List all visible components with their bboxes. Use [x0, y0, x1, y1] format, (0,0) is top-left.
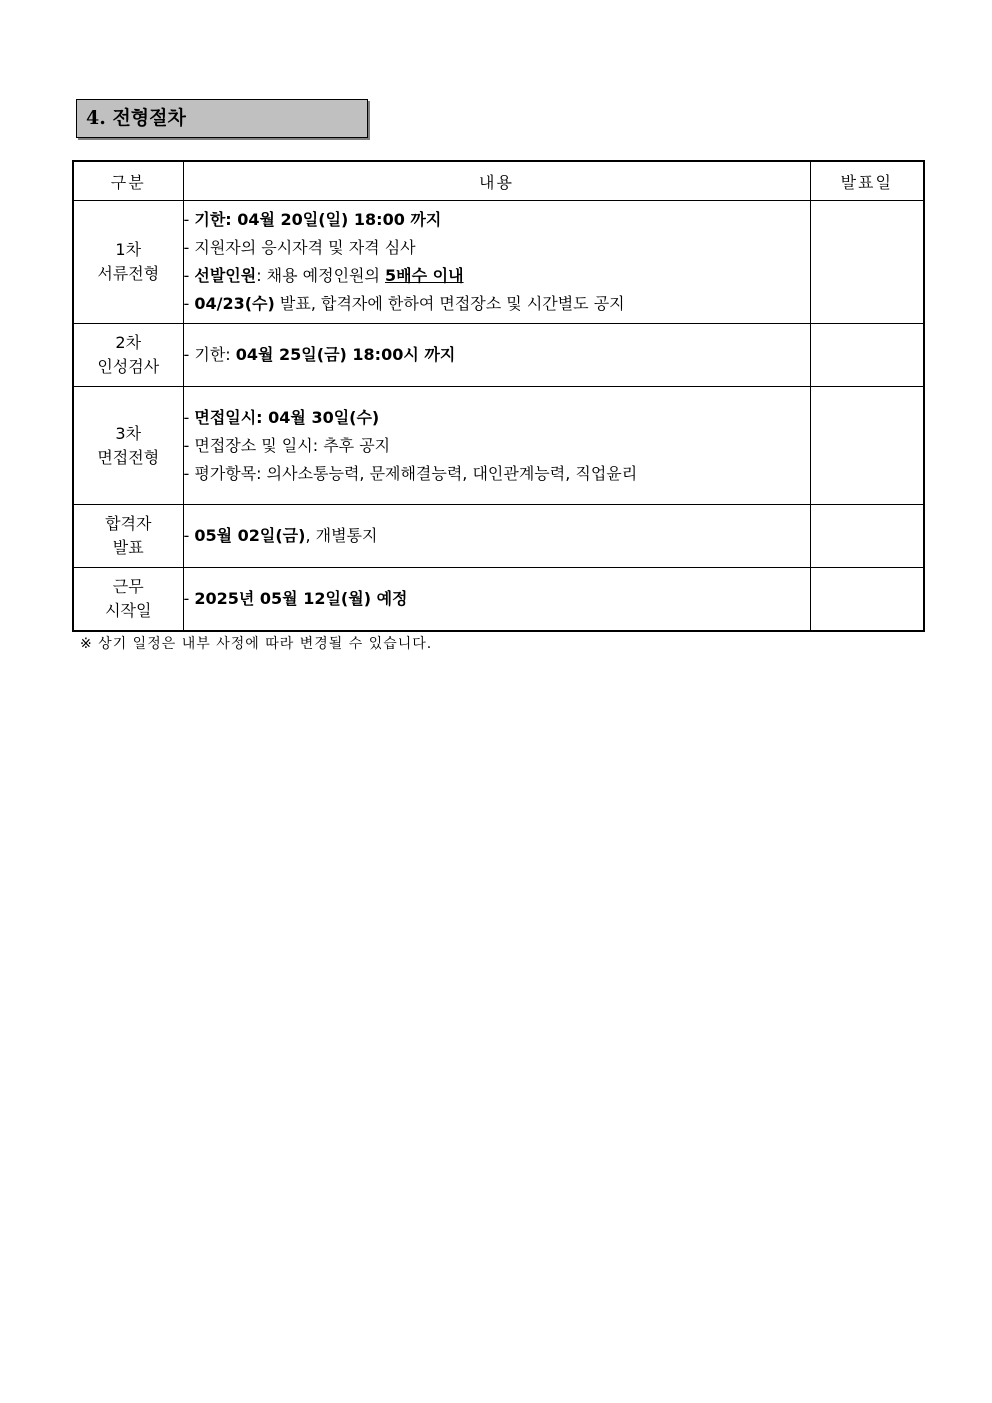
content-line — [184, 290, 810, 318]
category-line: 서류전형 — [97, 264, 160, 283]
line-prefix: - — [183, 588, 195, 608]
content-cell — [183, 201, 810, 324]
header-content: 내용 — [183, 161, 810, 201]
date-cell — [810, 568, 924, 631]
category-line: 근무 — [112, 576, 144, 596]
table-row-personality-test — [73, 324, 924, 387]
category-line: 3차 — [115, 423, 142, 443]
line-text: , 개별통지 — [305, 526, 378, 545]
date-cell — [810, 505, 924, 568]
date-cell — [810, 324, 924, 387]
schedule-note: ※ 상기 일정은 내부 사정에 따라 변경될 수 있습니다. — [80, 636, 433, 652]
category-cell — [73, 324, 183, 387]
content-line — [184, 522, 810, 550]
category-line: 합격자 — [105, 514, 152, 533]
table-row-start-date — [73, 568, 924, 631]
category-cell — [73, 505, 183, 568]
line-bold: 2025년 05월 12일(월) 예정 — [194, 588, 408, 608]
line-bold: 선발인원 — [194, 266, 257, 285]
content-line: - 평가항목: 의사소통능력, 문제해결능력, 대인관계능력, 직업윤리 — [183, 463, 638, 483]
content-cell — [183, 387, 810, 505]
table-row-document-screening — [73, 201, 924, 324]
line-prefix: - — [183, 526, 195, 545]
line-bold: 04월 25일(금) 18:00시 까지 — [235, 345, 456, 364]
line-text: 발표, 합격자에 한하여 면접장소 및 시간별도 공지 — [274, 294, 625, 313]
header-date: 발표일 — [810, 161, 924, 201]
line-bold: 기한: 04월 20일(일) 18:00 까지 — [194, 210, 442, 229]
table-header-row — [73, 161, 924, 201]
category-cell — [73, 201, 183, 324]
line-prefix: - — [183, 407, 195, 427]
content-cell — [183, 324, 810, 387]
content-line: - 면접장소 및 일시: 추후 공지 — [183, 435, 391, 455]
content-line: - 지원자의 응시자격 및 자격 심사 — [183, 238, 416, 257]
category-line: 발표 — [112, 538, 144, 557]
category-line: 시작일 — [105, 600, 152, 620]
content-cell — [183, 568, 810, 631]
category-line: 면접전형 — [97, 447, 160, 467]
date-cell — [810, 387, 924, 505]
line-prefix: - — [183, 266, 195, 285]
header-category: 구분 — [73, 161, 183, 201]
table-row-interview — [73, 387, 924, 505]
line-text: : 채용 예정인원의 — [256, 266, 386, 285]
date-cell — [810, 201, 924, 324]
category-line: 1차 — [115, 240, 142, 259]
table-row-announcement — [73, 505, 924, 568]
line-prefix: - 기한: — [183, 345, 236, 364]
category-cell — [73, 387, 183, 505]
section-title: 4. 전형절차 — [76, 99, 368, 138]
line-prefix: - — [183, 210, 195, 229]
line-emphasis: 5배수 이내 — [385, 266, 464, 285]
content-line — [184, 404, 810, 432]
content-line — [184, 206, 810, 234]
content-line — [184, 341, 810, 369]
content-cell — [183, 505, 810, 568]
procedure-table — [72, 160, 925, 632]
content-line — [184, 262, 810, 290]
line-prefix: - — [183, 294, 195, 313]
category-line: 2차 — [115, 333, 142, 352]
line-bold: 05월 02일(금) — [194, 526, 306, 545]
line-bold: 면접일시: 04월 30일(수) — [194, 407, 380, 427]
content-line — [184, 585, 810, 613]
line-bold: 04/23(수) — [194, 294, 275, 313]
category-line: 인성검사 — [97, 357, 160, 376]
category-cell — [73, 568, 183, 631]
